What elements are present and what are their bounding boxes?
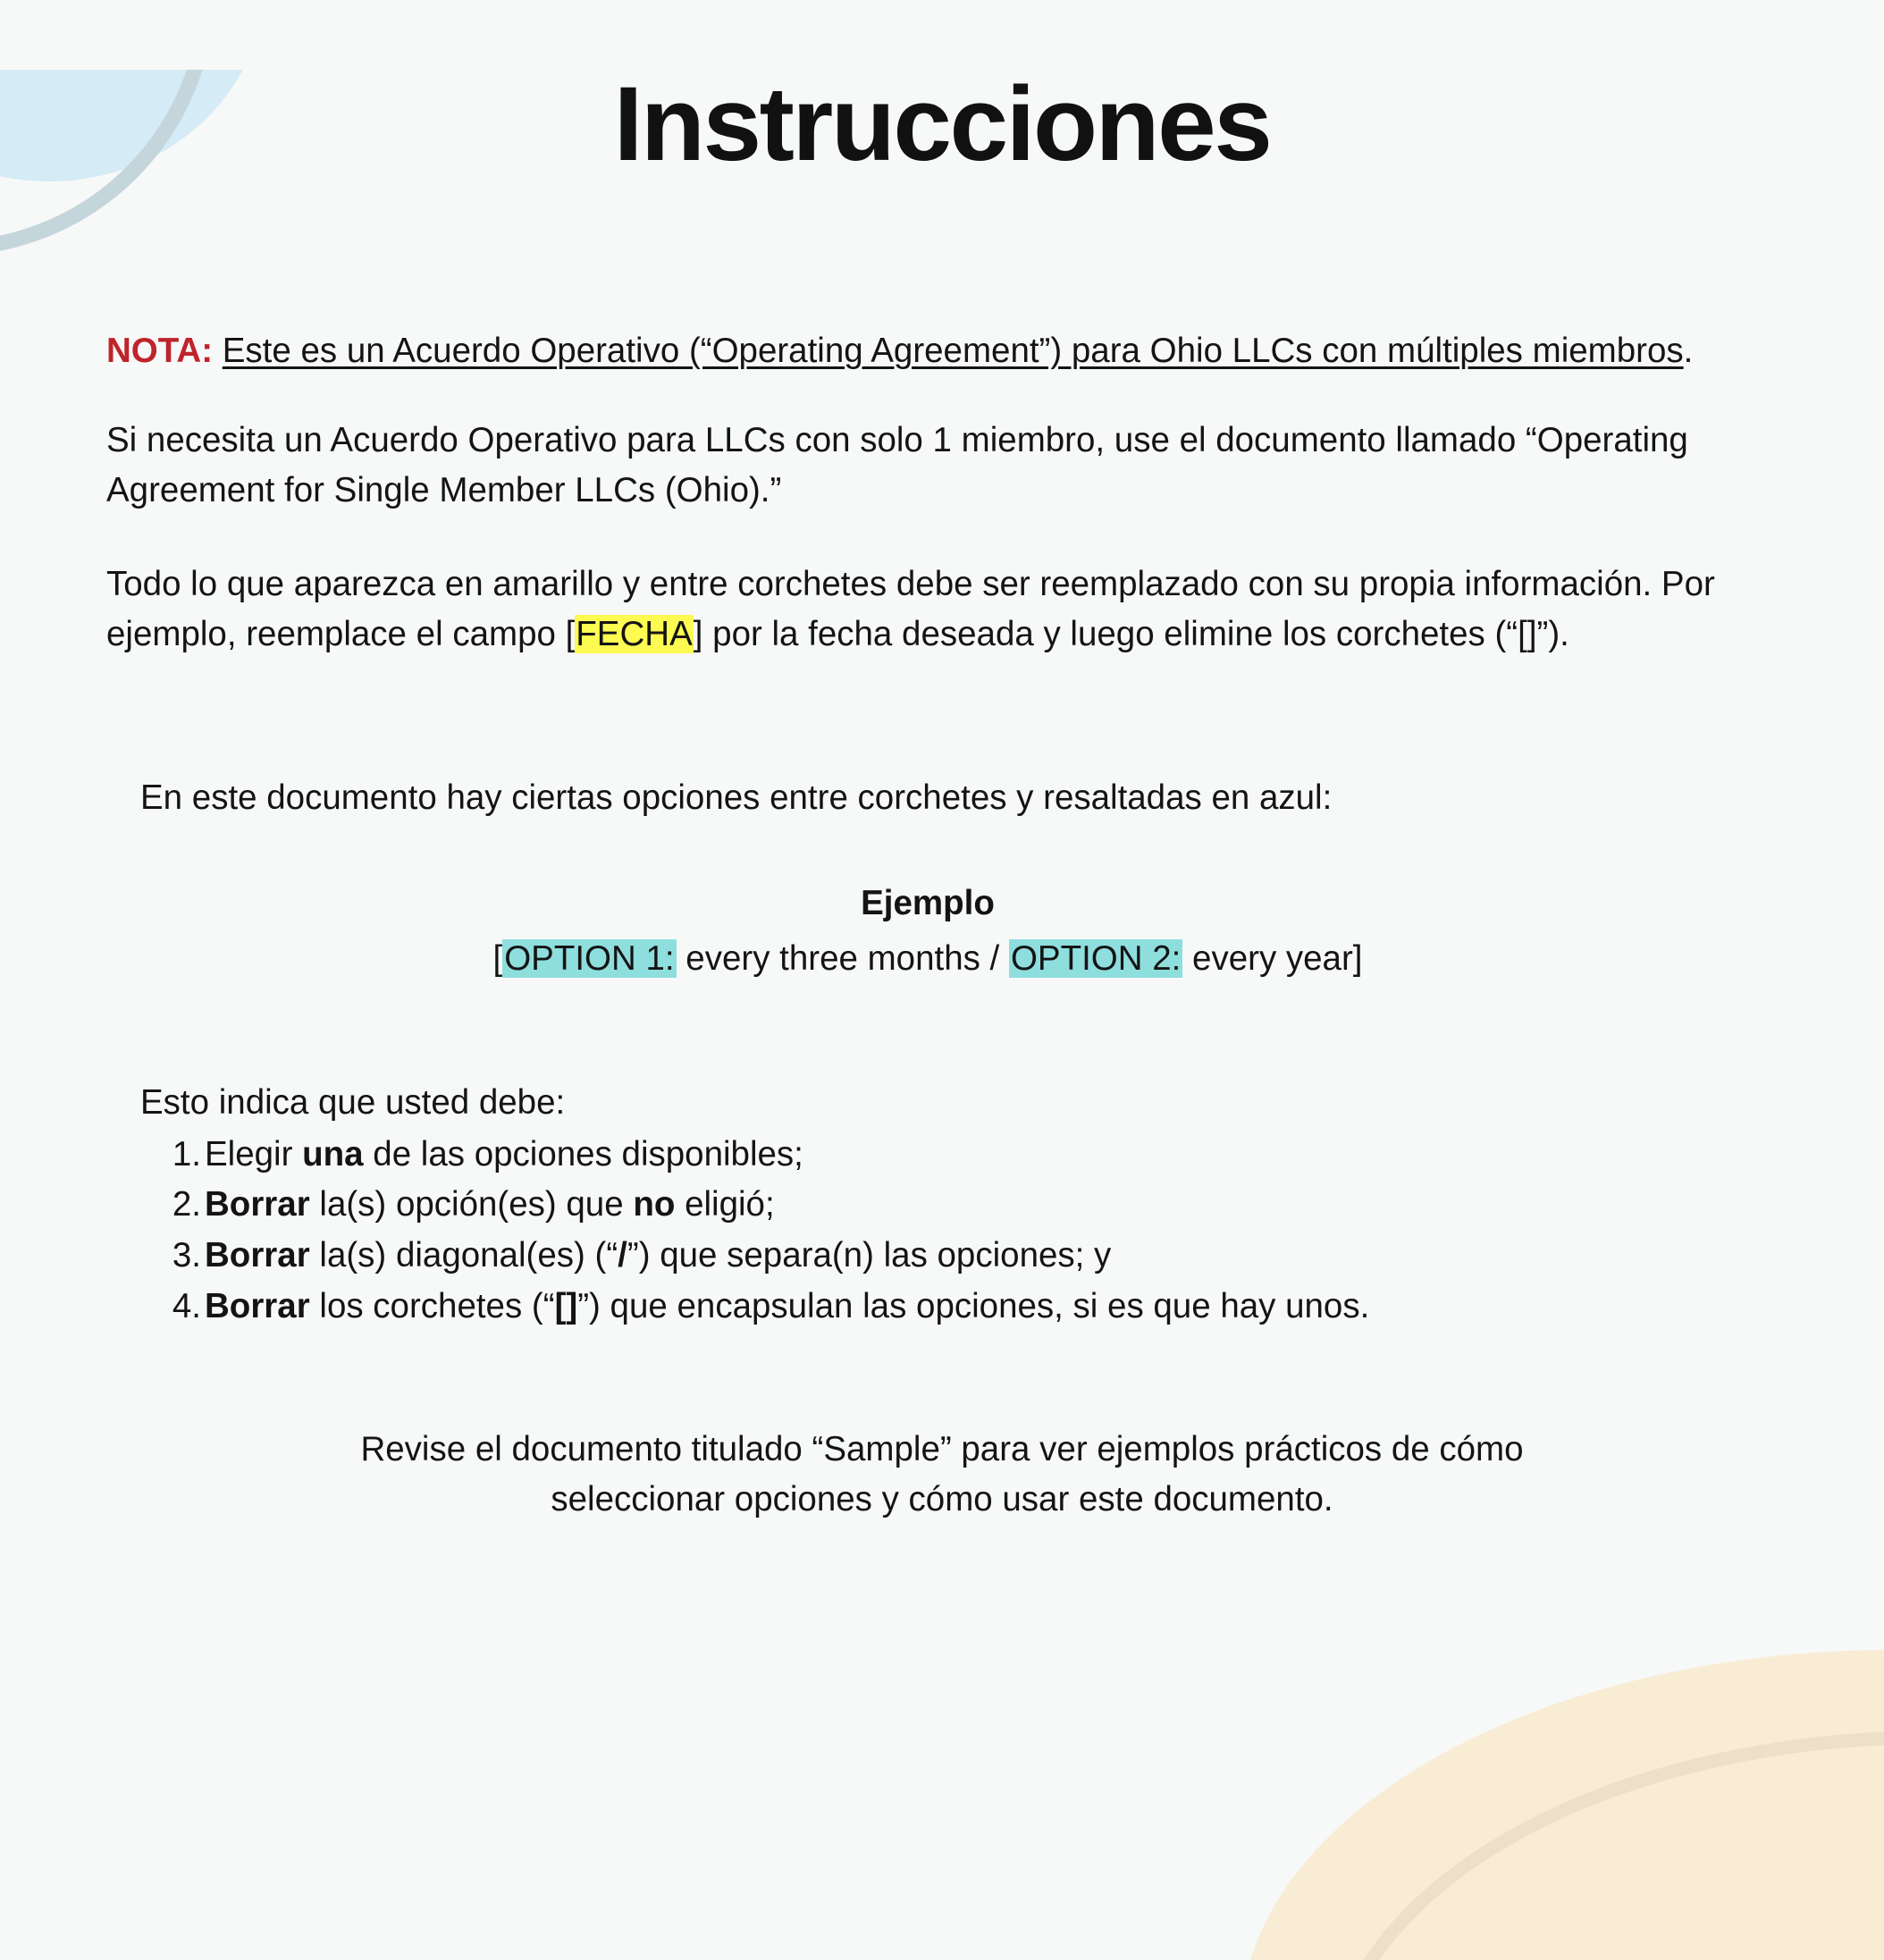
- step-post: ”) que encapsulan las opciones, si es que hay unos.: [577, 1286, 1370, 1325]
- step-bold: Borrar: [205, 1286, 310, 1325]
- page-title: Instrucciones: [613, 65, 1271, 183]
- option-2-text: every year: [1182, 939, 1353, 979]
- option-2-label: OPTION 2:: [1010, 939, 1182, 979]
- open-bracket: [: [492, 939, 503, 979]
- single-member-paragraph: Si necesita un Acuerdo Operativo para LLCs con solo 1 miembro, use el documento llamado “Operating Agreement for Single Member LLCs (Ohio).”: [106, 421, 1688, 510]
- nota-underlined-text: Este es un Acuerdo Operativo (“Operating Agreement”) para Ohio LLCs con múltiples miembros: [222, 331, 1684, 370]
- body-column: [53, 326, 1831, 1526]
- step-post: eligió;: [675, 1185, 775, 1224]
- step-mid: la(s) diagonal(es) (“: [309, 1235, 618, 1274]
- instructions-page: [0, 65, 1884, 1960]
- step-post: ”) que separa(n) las opciones; y: [627, 1235, 1112, 1274]
- step-bold: Borrar: [205, 1185, 310, 1224]
- step-number: 4.: [172, 1286, 201, 1325]
- example-block: [106, 879, 1778, 984]
- list-item: [172, 1231, 1778, 1282]
- step-bold-2: no: [633, 1185, 676, 1224]
- step-bold: Borrar: [205, 1235, 310, 1274]
- step-number: 1.: [172, 1134, 201, 1173]
- close-bracket: ]: [1352, 939, 1363, 979]
- yellow-outro-text: ] por la fecha deseada y luego elimine los corchetes (“[]”).: [693, 614, 1569, 653]
- step-mid: los corchetes (“: [309, 1286, 555, 1325]
- example-options-line: [106, 934, 1749, 984]
- fecha-placeholder: FECHA: [576, 614, 693, 653]
- option-separator: /: [989, 939, 1000, 979]
- list-item: [172, 1130, 1778, 1181]
- list-item: [172, 1180, 1778, 1231]
- yellow-highlight-paragraph: [106, 559, 1778, 660]
- option-1-text: every three months: [676, 939, 990, 979]
- list-item: [172, 1282, 1778, 1333]
- step-number: 3.: [172, 1235, 201, 1274]
- step-post: de las opciones disponibles;: [363, 1134, 803, 1173]
- step-number: 2.: [172, 1185, 201, 1224]
- yellow-intro-text: Todo lo que aparezca en amarillo y entre corchetes debe ser reemplazado con su propia información. Por ejemplo, reemplace el campo [: [106, 564, 1715, 653]
- brackets-symbol: []: [554, 1286, 578, 1325]
- steps-intro: Esto indica que usted debe:: [140, 1082, 566, 1122]
- example-heading: Ejemplo: [861, 884, 995, 923]
- blue-options-intro: En este documento hay ciertas opciones entre corchetes y resaltadas en azul:: [140, 778, 1333, 817]
- nota-label: NOTA:: [106, 331, 214, 370]
- step-pre: Elegir: [205, 1134, 303, 1173]
- step-bold: una: [302, 1134, 364, 1173]
- nota-paragraph: [106, 326, 1778, 376]
- nota-period: .: [1683, 331, 1694, 370]
- final-paragraph: Revise el documento titulado “Sample” para ver ejemplos prácticos de cómo seleccionar opciones y cómo usar este documento.: [360, 1430, 1524, 1519]
- steps-section: [106, 1078, 1778, 1333]
- slash-symbol: /: [618, 1235, 627, 1274]
- step-mid: la(s) opción(es) que: [309, 1185, 634, 1224]
- option-1-label: OPTION 1:: [504, 939, 675, 979]
- steps-list: [106, 1130, 1778, 1332]
